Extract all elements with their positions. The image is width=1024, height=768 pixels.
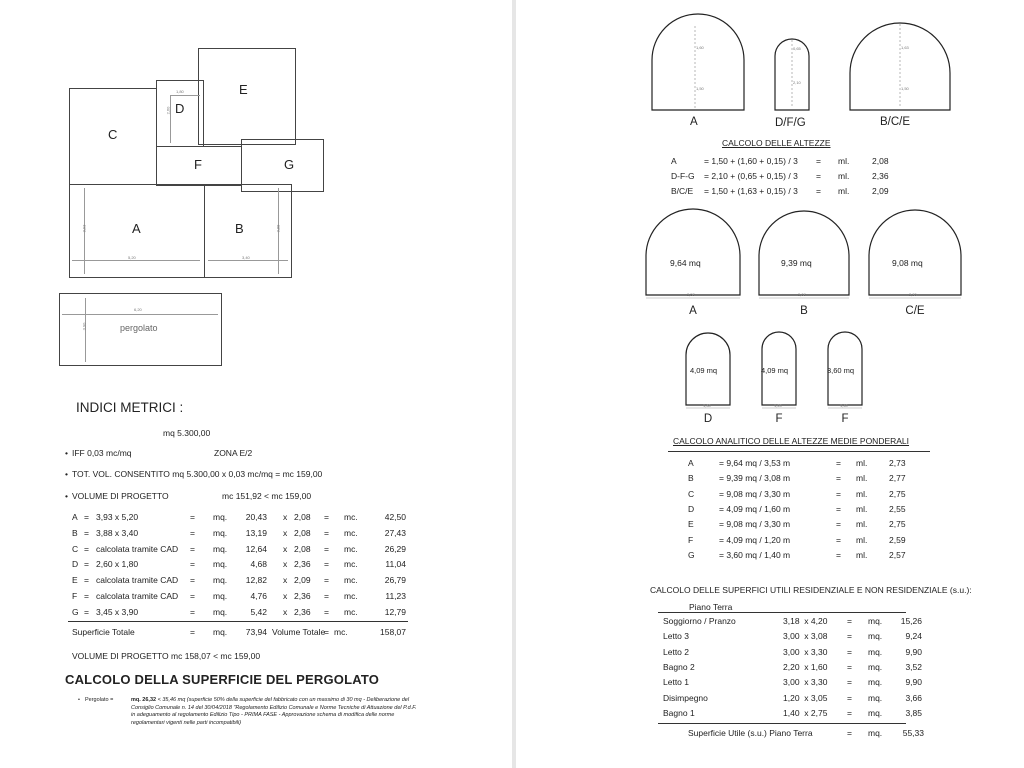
indici-row-desc: 3,45 x 3,90 <box>96 606 139 617</box>
indici-row-desc: 3,93 x 5,20 <box>96 512 139 522</box>
superfici-row-dim: 1,20 x 3,05 <box>783 692 828 703</box>
sec-a-h2: 1,50 <box>696 86 704 91</box>
indici-row-u2: mc. <box>344 575 358 586</box>
superfici-row-dim: 3,00 x 3,30 <box>783 677 828 688</box>
total-vt-label: Volume Totale <box>272 627 326 637</box>
analitico-row-formula: = 9,64 mq / 3,53 m <box>719 458 791 468</box>
indici-tot-vol: • TOT. VOL. CONSENTITO mq 5.300,00 x 0,03 mc/mq = mc 159,00 <box>65 469 322 479</box>
room-a-label: A <box>132 221 141 236</box>
room-g-label: G <box>284 157 295 172</box>
superfici-row-v: 9,90 <box>905 646 922 657</box>
indici-row-u1: mq. <box>213 606 228 617</box>
superfici-total-eq: = <box>847 728 852 738</box>
pergolato-title: CALCOLO DELLA SUPERFICIE DEL PERGOLATO <box>65 672 380 687</box>
indici-row-eq2: = <box>324 559 329 570</box>
indici-row-area: 13,19 <box>245 527 267 538</box>
superfici-row-u: mq. <box>868 616 883 626</box>
indici-row-eq: = <box>190 606 195 617</box>
indici-row-vol: 26,29 <box>384 543 406 554</box>
room-a <box>69 184 205 278</box>
altezze-row-v: 2,09 <box>872 186 889 196</box>
indici-row-u2: mc. <box>344 591 358 601</box>
superfici-rule-top <box>658 612 906 613</box>
altezze-row-formula: = 1,50 + (1,63 + 0,15) / 3 <box>704 186 798 196</box>
analitico-row-v: 2,75 <box>889 488 906 499</box>
section-profiles <box>516 0 1024 140</box>
sec-d-h2: 2,10 <box>793 80 801 85</box>
analitico-row-u: ml. <box>856 458 868 468</box>
indici-row-desc: 2,60 x 1,80 <box>96 559 139 570</box>
indici-row-vol: 26,79 <box>384 575 406 586</box>
indici-row-desc: calcolata tramite CAD <box>96 591 179 601</box>
indici-row-u2: mc. <box>344 559 358 570</box>
analitico-row-u: ml. <box>856 534 868 545</box>
indici-row-k: E <box>72 575 78 586</box>
superfici-row-u: mq. <box>868 707 883 718</box>
analitico-row-v: 2,59 <box>889 534 906 545</box>
indici-row-h: 2,08 <box>294 512 311 522</box>
indici-row-u1: mq. <box>213 575 228 586</box>
dim-d-w: 1,80 <box>176 89 184 94</box>
indici-title: INDICI METRICI : <box>76 400 184 415</box>
altezze-row-v: 2,08 <box>872 156 889 166</box>
total-area: 73,94 <box>245 627 267 637</box>
indici-total-rule <box>68 621 408 622</box>
analitico-row-eq: = <box>836 519 841 530</box>
altezze-row-formula: = 2,10 + (0,65 + 0,15) / 3 <box>704 171 798 181</box>
dim-line-b <box>208 260 288 261</box>
analitico-title: CALCOLO ANALITICO DELLE ALTEZZE MEDIE PONDERALI <box>673 436 910 446</box>
superfici-row-v: 3,66 <box>905 692 922 703</box>
indici-row-u2: mc. <box>344 606 358 617</box>
superfici-row-u: mq. <box>868 646 883 657</box>
superfici-row-name: Bagno 2 <box>663 661 695 672</box>
room-f-label: F <box>194 157 202 172</box>
superfici-row-dim: 2,20 x 1,60 <box>783 661 828 672</box>
arch-small-dim: 1,60 <box>703 403 711 408</box>
analitico-row-formula: = 9,08 mq / 3,30 m <box>719 519 791 530</box>
pergolato-bullet: • <box>78 697 80 703</box>
indici-row-sep: = <box>84 575 89 586</box>
superfici-row-name: Soggiorno / Pranzo <box>663 616 736 626</box>
analitico-row-formula: = 4,09 mq / 1,60 m <box>719 503 791 514</box>
indici-row-vol: 11,04 <box>385 559 406 570</box>
indici-row-k: D <box>72 559 79 570</box>
analitico-row-v: 2,77 <box>889 473 906 484</box>
altezze-row-u: ml. <box>838 156 850 166</box>
superfici-row-eq: = <box>847 616 852 626</box>
indici-zona: ZONA E/2 <box>214 448 253 458</box>
indici-row-area: 4,68 <box>250 559 267 570</box>
room-c-label: C <box>108 127 118 142</box>
indici-row-h: 2,09 <box>294 575 311 586</box>
dim-a-h: 3,93 <box>81 224 87 233</box>
indici-row-x: x <box>283 575 288 586</box>
arch-small-area: 4,09 mq <box>690 366 718 375</box>
indici-row-vol: 12,79 <box>384 606 406 617</box>
analitico-row-key: F <box>688 534 694 545</box>
arch-small-label: D <box>703 413 713 425</box>
analitico-row-eq: = <box>836 473 841 484</box>
analitico-row-eq: = <box>836 549 841 560</box>
superfici-row-v: 3,52 <box>905 661 922 672</box>
analitico-row-v: 2,55 <box>889 503 906 514</box>
total-eq2: = <box>324 627 329 637</box>
superfici-row-dim: 3,18 x 4,20 <box>783 616 828 626</box>
indici-row-u2: mc. <box>344 527 358 538</box>
indici-row-vol: 27,43 <box>384 527 406 538</box>
indici-row-h: 2,36 <box>294 606 311 617</box>
superfici-total-v: 55,33 <box>902 728 924 738</box>
superfici-total-label: Superficie Utile (s.u.) Piano Terra <box>688 728 813 738</box>
arch-large-dim: 3,08 <box>798 292 806 297</box>
sec-a-h1: 1,60 <box>696 45 704 50</box>
indici-row-sep: = <box>84 543 89 554</box>
arch-large-area: 9,08 mq <box>892 258 923 268</box>
altezze-row-formula: = 1,50 + (1,60 + 0,15) / 3 <box>704 156 798 166</box>
indici-row-eq2: = <box>324 575 329 586</box>
pergolato-note: < 35,46 mq (superficie 50% della superficie del fabbricato con un massimo di 30 mq - Deliberazione del Consiglio Comunale n. 14 del 30/04/2018 "Regolamento Edilizio Comunale e Norme Tecniche di Attuazione del P.d.F. in adeguamento al regolamento Edilizio Tipo - PRIMA FASE - Approvazione schema di modifica delle norme regolamentari vigenti nelle parti incompatibili) <box>131 697 417 726</box>
sec-b-h2: 1,50 <box>901 86 909 91</box>
indici-row-area: 20,43 <box>245 512 267 522</box>
indici-vol-prog-label: • VOLUME DI PROGETTO <box>65 491 169 501</box>
pergolato-label: Pergolato = <box>85 697 114 703</box>
section-a-shape <box>652 14 744 110</box>
altezze-row-key: B/C/E <box>671 186 694 196</box>
indici-row-u1: mq. <box>213 543 228 554</box>
altezze-row-eq: = <box>816 156 821 166</box>
indici-row-eq2: = <box>324 527 329 538</box>
analitico-row-formula: = 4,09 mq / 1,20 m <box>719 534 791 545</box>
arch-small-label: F <box>775 413 783 425</box>
arch-b-shape <box>759 211 849 295</box>
indici-row-sep: = <box>84 559 89 570</box>
room-c <box>69 88 157 185</box>
indici-row-k: G <box>72 606 79 617</box>
dim-line-a <box>72 260 200 261</box>
superfici-row-v: 3,85 <box>905 707 922 718</box>
superfici-row-dim: 3,00 x 3,30 <box>783 646 828 657</box>
pergola-dim-w: 6,20 <box>134 307 142 312</box>
indici-row-k: F <box>72 591 78 601</box>
section-label-bce: B/C/E <box>880 116 911 128</box>
altezze-row-key: D-F-G <box>671 171 695 181</box>
indici-row-sep: = <box>84 527 89 538</box>
altezze-title: CALCOLO DELLE ALTEZZE <box>722 138 831 148</box>
superfici-row-v: 15,26 <box>900 616 922 626</box>
superfici-row-v: 9,24 <box>905 631 922 642</box>
analitico-row-key: E <box>688 519 694 530</box>
arch-large-dim: 3,53 <box>687 292 695 297</box>
arch-small-area: 3,60 mq <box>827 366 855 375</box>
indici-area: mq 5.300,00 <box>163 428 211 438</box>
indici-row-sep: = <box>84 512 89 522</box>
analitico-row-key: A <box>688 458 694 468</box>
pergola-dim-h: 3,90 <box>81 322 87 331</box>
arch-small-area: 4,09 mq <box>761 366 789 375</box>
pergola-plan <box>59 293 222 366</box>
analitico-row-v: 2,73 <box>889 458 906 468</box>
indici-row-k: C <box>72 543 79 554</box>
indici-row-eq: = <box>190 543 195 554</box>
indici-row-u1: mq. <box>213 559 228 570</box>
section-label-dfg: D/F/G <box>775 117 806 129</box>
room-d-label: D <box>175 101 185 116</box>
indici-row-desc: 3,88 x 3,40 <box>96 527 139 538</box>
arch-large-label: A <box>689 305 697 317</box>
indici-iff: • IFF 0,03 mc/mq <box>65 448 132 458</box>
pergolato-text <box>131 697 421 727</box>
dim-b-h: 3,88 <box>275 224 281 233</box>
arch-large-area: 9,39 mq <box>781 258 812 268</box>
indici-row-eq2: = <box>324 591 329 601</box>
room-b-label: B <box>235 221 244 236</box>
arch-small-dim: 1,40 <box>840 403 848 408</box>
indici-row-eq2: = <box>324 543 329 554</box>
indici-row-u1: mq. <box>213 591 228 601</box>
right-page <box>516 0 1024 768</box>
arch-c-shape <box>869 210 961 295</box>
superfici-row-eq: = <box>847 692 852 703</box>
indici-row-h: 2,36 <box>294 559 311 570</box>
room-e-label: E <box>239 82 248 97</box>
indici-row-area: 12,64 <box>245 543 267 554</box>
analitico-row-formula: = 3,60 mq / 1,40 m <box>719 549 791 560</box>
indici-row-eq: = <box>190 575 195 586</box>
analitico-row-eq: = <box>836 488 841 499</box>
analitico-row-v: 2,57 <box>889 549 906 560</box>
total-u1: mq. <box>213 627 228 637</box>
analitico-row-eq: = <box>836 503 841 514</box>
analitico-row-eq: = <box>836 458 841 468</box>
indici-row-vol: 11,23 <box>385 591 406 601</box>
altezze-row-v: 2,36 <box>872 171 889 181</box>
indici-row-x: x <box>283 591 288 601</box>
superfici-row-u: mq. <box>868 677 883 688</box>
superfici-row-eq: = <box>847 646 852 657</box>
room-f <box>156 146 242 186</box>
vol-check: VOLUME DI PROGETTO mc 158,07 < mc 159,00 <box>72 651 261 661</box>
analitico-row-v: 2,75 <box>889 519 906 530</box>
superfici-total-u: mq. <box>868 728 883 738</box>
dim-a-w: 5,20 <box>128 255 136 260</box>
indici-row-x: x <box>283 606 288 617</box>
superfici-row-name: Letto 3 <box>663 631 689 642</box>
analitico-row-u: ml. <box>856 488 868 499</box>
analitico-row-key: B <box>688 473 694 484</box>
total-eq: = <box>190 627 195 637</box>
superfici-row-eq: = <box>847 661 852 672</box>
indici-row-x: x <box>283 559 288 570</box>
indici-row-u2: mc. <box>344 543 358 554</box>
total-u2: mc. <box>334 627 348 637</box>
analitico-row-formula: = 9,39 mq / 3,08 m <box>719 473 791 484</box>
section-label-a: A <box>690 116 698 128</box>
arch-small-label: F <box>841 413 849 425</box>
analitico-row-key: G <box>688 549 695 560</box>
indici-row-area: 4,76 <box>250 591 267 601</box>
altezze-row-u: ml. <box>838 186 850 196</box>
superfici-row-dim: 1,40 x 2,75 <box>783 707 828 718</box>
superfici-row-u: mq. <box>868 631 883 642</box>
indici-row-h: 2,08 <box>294 527 311 538</box>
superfici-floor: Piano Terra <box>689 602 733 612</box>
altezze-row-key: A <box>671 156 677 166</box>
indici-row-sep: = <box>84 606 89 617</box>
indici-row-eq: = <box>190 559 195 570</box>
superfici-row-v: 9,90 <box>905 677 922 688</box>
indici-row-u2: mc. <box>344 512 358 522</box>
sec-b-h1: 1,63 <box>901 45 909 50</box>
indici-row-x: x <box>283 543 288 554</box>
indici-row-desc: calcolata tramite CAD <box>96 543 179 554</box>
arch-a-shape <box>646 209 740 295</box>
indici-row-eq2: = <box>324 512 329 522</box>
superfici-rule-bottom <box>658 723 906 724</box>
superfici-row-dim: 3,00 x 3,08 <box>783 631 828 642</box>
total-vol: 158,07 <box>380 627 406 637</box>
analitico-row-u: ml. <box>856 519 868 530</box>
superfici-row-u: mq. <box>868 692 883 703</box>
superfici-row-name: Disimpegno <box>663 692 708 703</box>
superfici-row-name: Bagno 1 <box>663 707 695 718</box>
indici-row-k: A <box>72 512 78 522</box>
dim-line-d-v <box>170 95 171 143</box>
arch-small-dim: 1,20 <box>774 403 782 408</box>
total-label: Superficie Totale <box>72 627 135 637</box>
dim-d-h: 2,60 <box>165 106 171 115</box>
analitico-row-eq: = <box>836 534 841 545</box>
indici-row-k: B <box>72 527 78 538</box>
indici-row-x: x <box>283 512 288 522</box>
indici-row-eq2: = <box>324 606 329 617</box>
analitico-row-formula: = 9,08 mq / 3,30 m <box>719 488 791 499</box>
indici-row-eq: = <box>190 512 195 522</box>
indici-row-sep: = <box>84 591 89 601</box>
superfici-title: CALCOLO DELLE SUPERFICI UTILI RESIDENZIALE E NON RESIDENZIALE (s.u.): <box>650 585 972 595</box>
analitico-row-key: C <box>688 488 695 499</box>
pergolato-value: mq. 26,32 <box>131 697 157 703</box>
superfici-row-u: mq. <box>868 661 883 672</box>
arch-large-dim: 3,30 <box>909 292 917 297</box>
dim-b-w: 3,40 <box>242 255 250 260</box>
indici-row-u1: mq. <box>213 512 228 522</box>
indici-row-x: x <box>283 527 288 538</box>
arch-large-label: B <box>800 305 808 317</box>
indici-row-area: 12,82 <box>245 575 267 586</box>
indici-row-eq: = <box>190 591 195 601</box>
indici-row-eq: = <box>190 527 195 538</box>
altezze-row-eq: = <box>816 171 821 181</box>
arch-large-area: 9,64 mq <box>670 258 701 268</box>
superfici-row-eq: = <box>847 707 852 718</box>
superfici-row-eq: = <box>847 677 852 688</box>
indici-row-u1: mq. <box>213 527 228 538</box>
altezze-row-u: ml. <box>838 171 850 181</box>
indici-vol-prog-value: mc 151,92 < mc 159,00 <box>222 491 312 501</box>
indici-row-h: 2,36 <box>294 591 311 601</box>
indici-row-h: 2,08 <box>294 543 311 554</box>
analitico-rule <box>668 451 930 452</box>
arches-large <box>516 200 1024 310</box>
indici-row-vol: 42,50 <box>384 512 406 522</box>
room-e <box>198 48 296 145</box>
arch-large-label: C/E <box>905 305 925 317</box>
superfici-row-name: Letto 2 <box>663 646 689 657</box>
sec-d-h1: 0,65 <box>793 46 801 51</box>
dim-line-d <box>170 95 200 96</box>
analitico-row-u: ml. <box>856 549 868 560</box>
analitico-row-u: ml. <box>856 503 868 514</box>
superfici-row-eq: = <box>847 631 852 642</box>
superfici-row-name: Letto 1 <box>663 677 689 688</box>
altezze-row-eq: = <box>816 186 821 196</box>
pergola-label: pergolato <box>120 323 158 333</box>
analitico-row-key: D <box>688 503 695 514</box>
analitico-row-u: ml. <box>856 473 868 484</box>
indici-row-area: 5,42 <box>250 606 267 617</box>
indici-row-desc: calcolata tramite CAD <box>96 575 179 586</box>
